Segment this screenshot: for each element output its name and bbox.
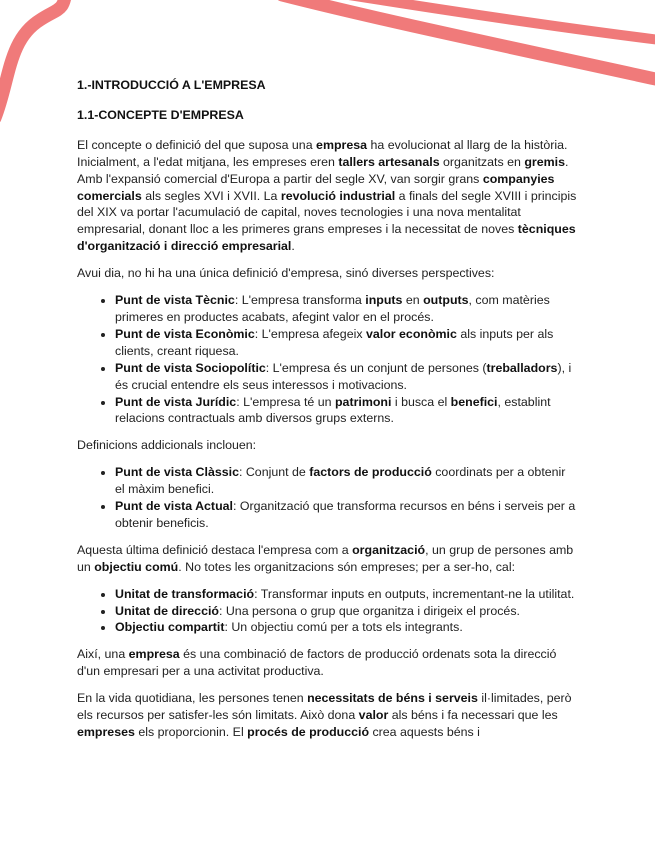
decorative-stroke-top (330, 0, 655, 40)
paragraph-additional-definitions: Definicions addicionals inclouen: (77, 438, 257, 453)
paragraph-history: El concepte o definició del que suposa una empresa ha evolucionat al llarg de la història. Inicialment, a l'edat mitjana, les empreses eren tallers artesanals organitzats en gremis. Amb l'expansió comercial d'Europa a partir del segle XV, van sorgir grans companyies comercials als segles XVI i XVII. La revolució industrial a finals del segle XVIII i principis del XIX va portar l'acumulació de capital, noves tecnologies i una nova mentalitat empresarial, donant lloc a les primeres grans empreses i la necessitat de noves tècniques d'organització i direcció empresarial. (77, 137, 577, 254)
decorative-stroke-right (282, 0, 655, 80)
list-item: • Unitat de direcció: Una persona o grup que organitza i dirigeix el procés. (115, 603, 577, 620)
document-page (77, 77, 577, 751)
additional-definitions-list (77, 464, 577, 532)
list-item: • Punt de vista Sociopolític: L'empresa és un conjunt de persones (treballadors), i és crucial entendre els seus interessos i motivacions. (115, 360, 577, 394)
paragraph-company-definition: Així, una empresa és una combinació de factors de producció ordenats sota la direcció d'un empresari per a una activitat productiva. (77, 647, 557, 679)
perspectives-list (77, 292, 577, 427)
requirements-list (77, 586, 577, 637)
subsection-heading: 1.1-CONCEPTE D'EMPRESA (77, 107, 244, 122)
paragraph-perspectives-intro: Avui dia, no hi ha una única definició d'empresa, sinó diverses perspectives: (77, 266, 495, 281)
section-heading: 1.-INTRODUCCIÓ A L'EMPRESA (77, 78, 266, 92)
paragraph-needs: En la vida quotidiana, les persones tenen necessitats de béns i serveis il·limitades, però els recursos per satisfer-les són limitats. Això dona valor als béns i fa necessari que les empreses els proporcionin. El procés de producció crea aquests béns i (77, 691, 572, 739)
paragraph-organization: Aquesta última definició destaca l'empresa com a organització, un grup de persones amb un objectiu comú. No totes les organitzacions són empreses; per a ser-ho, cal: (77, 542, 574, 574)
decorative-stroke-left (0, 0, 66, 118)
list-item: • Objectiu compartit: Un objectiu comú per a tots els integrants. (115, 619, 577, 636)
list-item: • Punt de vista Actual: Organització que transforma recursos en béns i serveis per a obtenir beneficis. (115, 498, 577, 532)
list-item: • Punt de vista Clàssic: Conjunt de factors de producció coordinats per a obtenir el màxim benefici. (115, 464, 577, 498)
list-item: • Punt de vista Jurídic: L'empresa té un patrimoni i busca el benefici, establint relacions contractuals amb diversos grups externs. (115, 394, 577, 428)
list-item: • Unitat de transformació: Transformar inputs en outputs, incrementant-ne la utilitat. (115, 586, 577, 603)
list-item: • Punt de vista Tècnic: L'empresa transforma inputs en outputs, com matèries primeres en productes acabats, afegint valor en el procés. (115, 292, 577, 326)
list-item: • Punt de vista Econòmic: L'empresa afegeix valor econòmic als inputs per als clients, creant riquesa. (115, 326, 577, 360)
